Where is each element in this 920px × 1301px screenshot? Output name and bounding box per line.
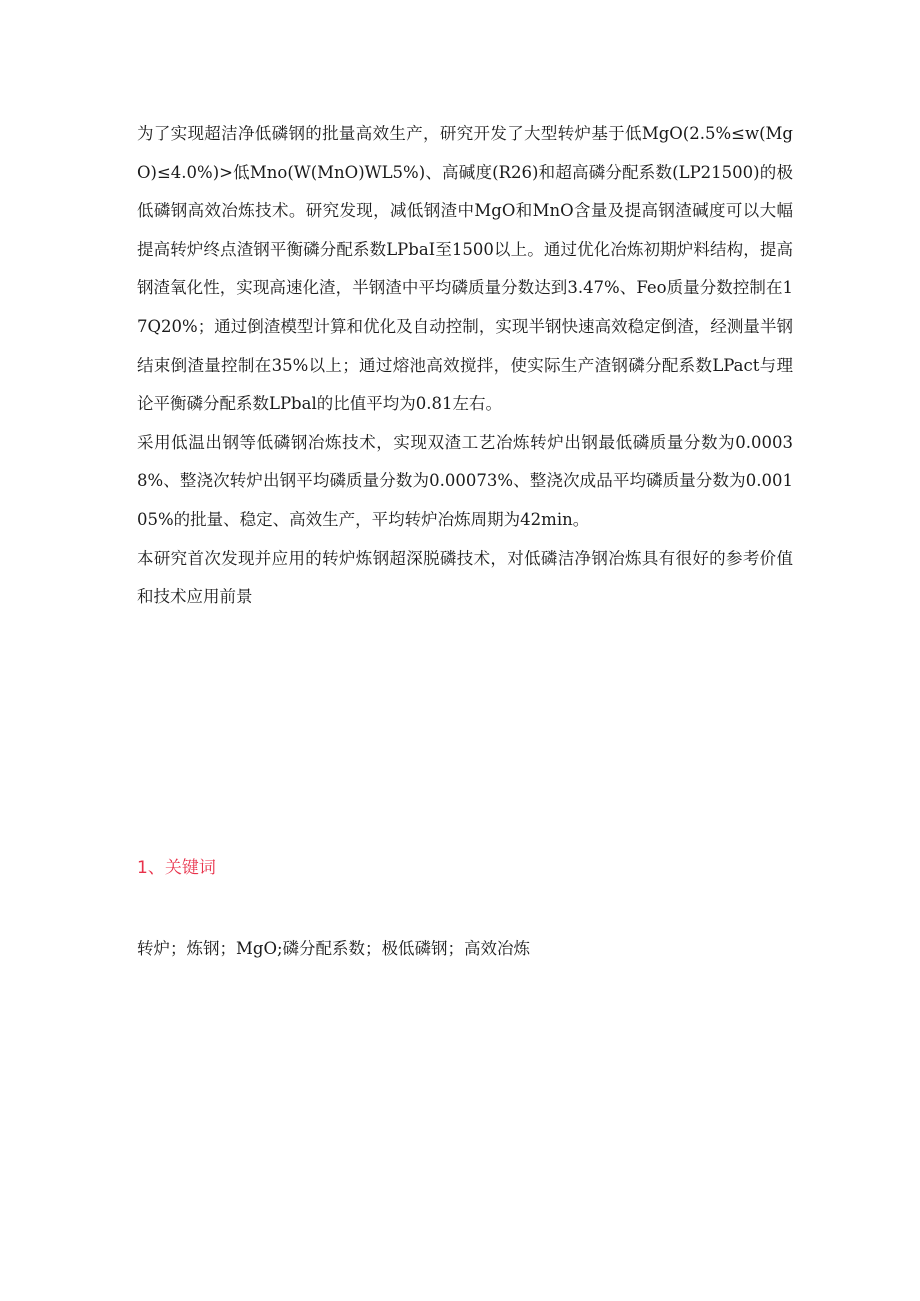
section-heading-keywords: 1、关键词 <box>137 858 216 878</box>
keywords-list: 转炉；炼钢；MgO;磷分配系数；极低磷钢；高效冶炼 <box>137 939 531 958</box>
abstract-paragraph: 采用低温出钢等低磷钢冶炼技术，实现双渣工艺冶炼转炉出钢最低磷质量分数为0.00038%、整浇次转炉出钢平均磷质量分数为0.00073%、整浇次成品平均磷质量分数为0.00105%的批量、稳定、高效生产，平均转炉冶炼周期为42min。 <box>137 432 793 529</box>
abstract-paragraph: 为了实现超洁净低磷钢的批量高效生产，研究开发了大型转炉基于低MgO(2.5%≤w(MgO)≤4.0%)>低Mno(W(MnO)WL5%)、高碱度(R26)和超高磷分配系数(LP21500)的极低磷钢高效冶炼技术。研究发现，减低钢渣中MgO和MnO含量及提高钢渣碱度可以大幅提高转炉终点渣钢平衡磷分配系数LPbaI至1500以上。通过优化冶炼初期炉料结构，提高钢渣氧化性，实现高速化渣，半钢渣中平均磷质量分数达到3.47%、Feo质量分数控制在17Q20%；通过倒渣模型计算和优化及自动控制，实现半钢快速高效稳定倒渣，经测量半钢结束倒渣量控制在35%以上；通过熔池高效搅拌，使实际生产渣钢磷分配系数LPact与理论平衡磷分配系数LPbal的比值平均为0.81左右。 <box>137 124 793 414</box>
abstract-paragraph: 本研究首次发现并应用的转炉炼钢超深脱磷技术，对低磷洁净钢冶炼具有很好的参考价值和技术应用前景 <box>137 548 793 607</box>
abstract-body <box>137 115 793 617</box>
